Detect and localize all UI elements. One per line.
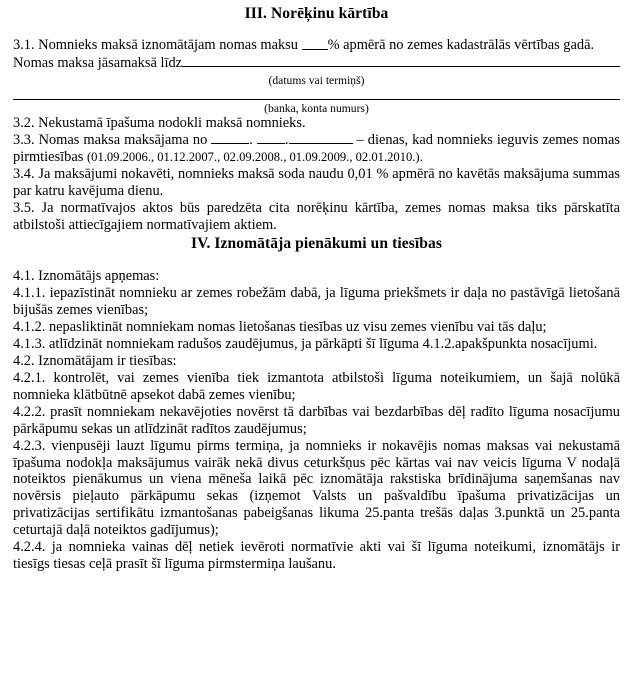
- clause-3-3-dates-parenthetical: (01.09.2006., 01.12.2007., 02.09.2008., 01.09.2009., 02.01.2010.).: [86, 150, 423, 165]
- date-month-blank-field[interactable]: [257, 132, 285, 144]
- clause-4-2-2: 4.2.2. prasīt nomniekam nekavējoties novērst tā darbības vai bezdarbības dēļ radīto līguma nosacījumu pārkāpumu sekas un atlīdzināt radītos zaudējumus;: [13, 403, 620, 437]
- clause-4-2: 4.2. Iznomātājam ir tiesības:: [13, 352, 177, 369]
- clause-4-2-3: 4.2.3. vienpusēji lauzt līgumu pirms termiņa, ja nomnieks ir nokavējis nomas maksas vai nekustamā īpašuma nodokļa maksājumus vairāk nekā divus ceturkšņus pēc kārtas vai nav veicis līguma V nodaļā noteiktos pienākumus un viena mēneša laikā pēc iznomātāja rakstiska brīdinājuma saņemšanas nav novērsis pieļauto pārkāpumu sekas (izņemot Valsts un pašvaldību īpašuma privatizācijas un privatizācijas sertifikātu izmantošanas pabeigšanas likuma 25.panta trešās daļas 3.punktā un 25.panta ceturtajā daļā noteiktos gadījumus);: [13, 437, 620, 539]
- caption-banka-konta-numurs: (banka, konta numurs): [264, 101, 369, 115]
- clause-3-3-text-after: – dienas, kad nomnieks ieguvis zemes nomas pirmtiesības: [13, 132, 620, 166]
- clause-3-2: 3.2. Nekustamā īpašuma nodokli maksā nomnieks.: [13, 115, 306, 132]
- clause-4-2-1: 4.2.1. kontrolēt, vai zemes vienība tiek izmantota atbilstoši līguma noteikumiem, un šajā nolūkā nomnieka klātbūtnē apsekot dabā zemes vienību;: [13, 369, 620, 403]
- date-year-blank-field[interactable]: [289, 132, 353, 144]
- section-heading-iii: III. Norēķinu kārtība: [244, 5, 389, 22]
- clause-3-3: [13, 132, 620, 166]
- clause-4-1-3: 4.1.3. atlīdzināt nomniekam radušos zaudējumus, ja pārkāpti šī līguma 4.1.2.apakšpunkta nosacījumi.: [13, 336, 598, 353]
- date-sep-2: .: [284, 132, 289, 149]
- clause-payment-due-row: [13, 55, 620, 72]
- bank-account-blank-field[interactable]: [13, 99, 620, 100]
- date-sep-1: .: [249, 132, 253, 149]
- section-heading-iv: IV. Iznomātāja pienākumi un tiesības: [191, 234, 442, 252]
- caption-datums-vai-termins: (datums vai termiņš): [268, 73, 365, 87]
- heading-spacer-iv: [13, 253, 620, 268]
- clause-3-4: 3.4. Ja maksājumi nokavēti, nomnieks maksā soda naudu 0,01 % apmērā no kavētās maksājuma summas par katru kavējuma dienu.: [13, 166, 620, 200]
- payment-due-blank-field[interactable]: [182, 55, 620, 67]
- clause-4-2-4: 4.2.4. ja nomnieka vainas dēļ netiek ievēroti normatīvie akti vai šī līguma noteikumi, iznomātājs ir tiesīgs tiesas ceļā prasīt šī līguma pirmstermiņa laušanu.: [13, 539, 620, 573]
- clause-4-1: 4.1. Iznomātājs apņemas:: [13, 268, 160, 285]
- clause-3-3-text-before: 3.3. Nomas maksa maksājama no: [13, 132, 212, 149]
- clause-3-5: 3.5. Ja normatīvajos aktos būs paredzēta cita norēķinu kārtība, zemes nomas maksa tiks pārskatīta atbilstoši attiecīgajiem normatīvajiem aktiem.: [13, 200, 620, 234]
- heading-spacer: [13, 23, 620, 37]
- payment-due-label: Nomas maksa jāsamaksā līdz: [13, 54, 183, 71]
- clause-3-1: [13, 37, 620, 54]
- percent-blank-field[interactable]: [302, 37, 328, 49]
- clause-3-1-text-after: % apmērā no zemes kadastrālās vērtības gadā.: [327, 37, 595, 54]
- bank-line-spacer: [13, 87, 620, 99]
- clause-4-1-2: 4.1.2. nepasliktināt nomniekam nomas lietošanas tiesības uz visu zemes vienību vai tās daļu;: [13, 319, 547, 336]
- clause-3-1-text-before: 3.1. Nomnieks maksā iznomātājam nomas maksu: [13, 37, 302, 54]
- clause-4-1-1: 4.1.1. iepazīstināt nomnieku ar zemes robežām dabā, ja līguma priekšmets ir daļa no pastāvīgā lietošanā bijušās zemes vienības;: [13, 285, 620, 319]
- date-day-blank-field[interactable]: [211, 132, 249, 144]
